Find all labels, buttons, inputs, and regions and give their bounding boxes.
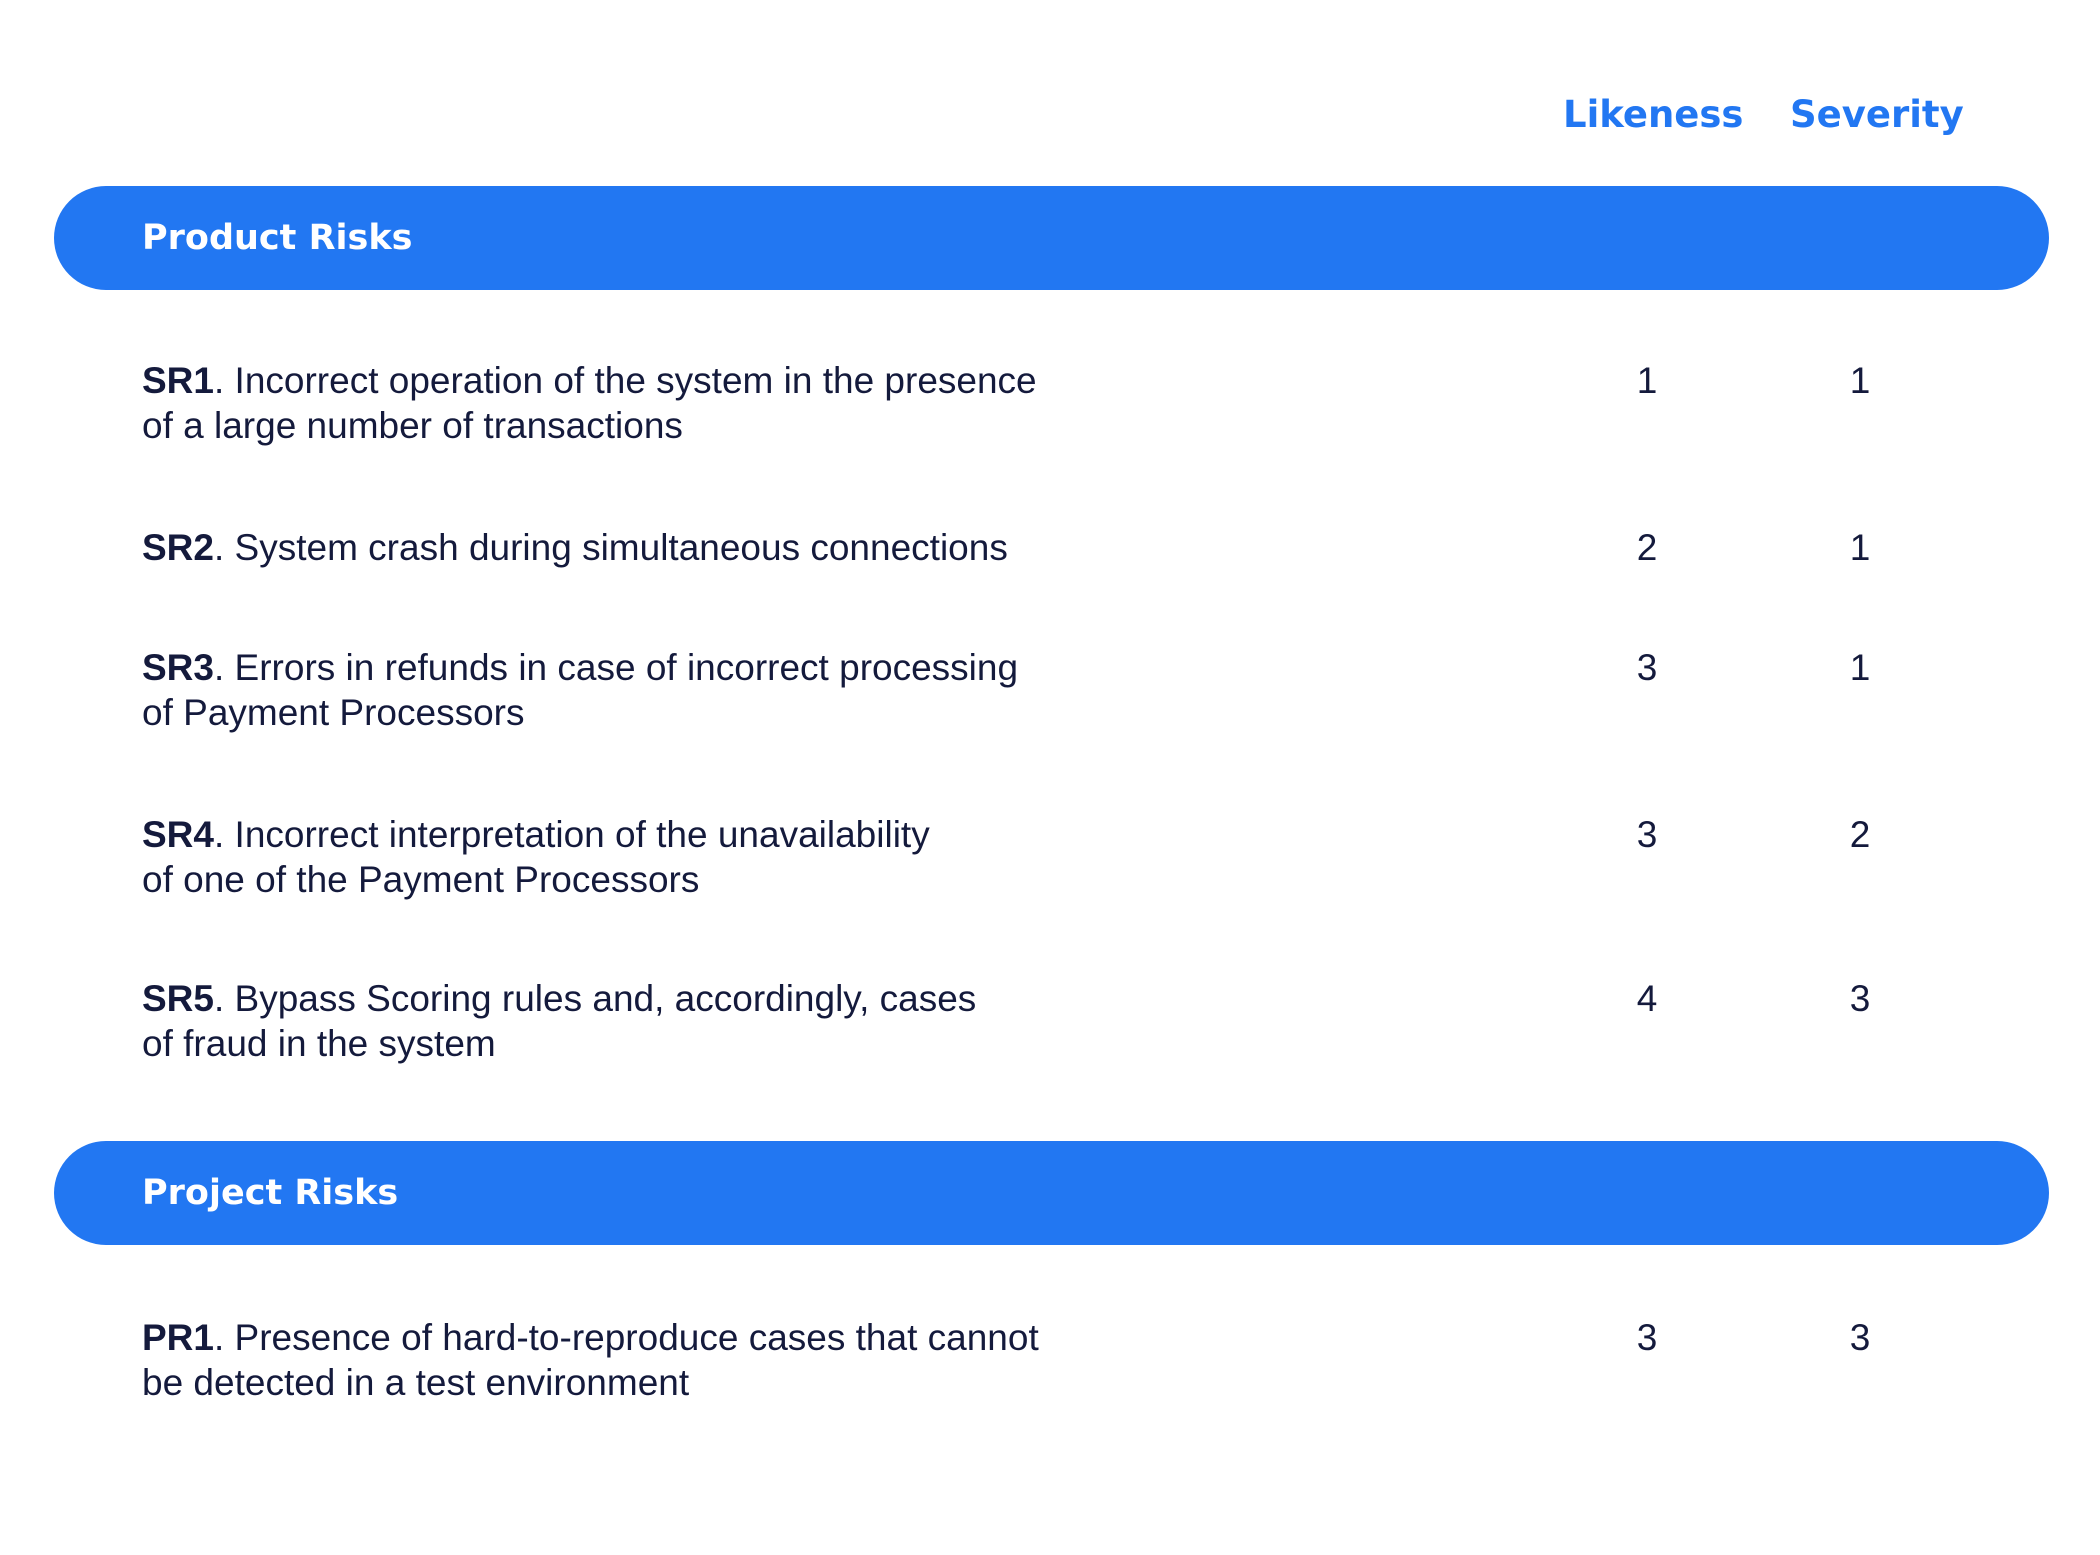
product-risks-title: Product Risks	[142, 218, 413, 258]
risk-description-line1: . Incorrect interpretation of the unavailability	[213, 814, 930, 855]
likeness-value: 2	[1636, 527, 1658, 568]
risk-description-line2: of Payment Processors	[142, 692, 525, 733]
severity-value: 1	[1849, 527, 1871, 568]
risk-code: SR1	[142, 360, 214, 401]
likeness-value: 1	[1636, 360, 1658, 401]
likeness-value: 3	[1636, 647, 1658, 688]
risk-code: SR2	[142, 527, 214, 568]
risk-code: PR1	[142, 1317, 214, 1358]
risk-description-line1: . System crash during simultaneous connections	[213, 527, 1008, 568]
risk-description-line1: . Incorrect operation of the system in the presence	[213, 360, 1037, 401]
severity-value: 1	[1849, 360, 1871, 401]
likeness-value: 4	[1636, 978, 1658, 1019]
severity-value: 3	[1849, 1317, 1871, 1358]
risk-description-line2: of fraud in the system	[142, 1023, 496, 1064]
risk-description	[142, 1315, 1142, 1405]
risk-code: SR5	[142, 978, 214, 1019]
likeness-value: 3	[1636, 814, 1658, 855]
risk-description-line2: of one of the Payment Processors	[142, 859, 700, 900]
risk-code: SR3	[142, 647, 214, 688]
risk-description	[142, 645, 1142, 735]
risk-description-line1: . Presence of hard-to-reproduce cases that cannot	[213, 1317, 1039, 1358]
severity-value: 1	[1849, 647, 1871, 688]
risk-description-line1: . Errors in refunds in case of incorrect processing	[213, 647, 1019, 688]
project-risks-section-header	[54, 1141, 2049, 1245]
risk-code: SR4	[142, 814, 214, 855]
risk-description	[142, 976, 1142, 1066]
risk-description	[142, 525, 1142, 570]
risk-description-line2: of a large number of transactions	[142, 405, 683, 446]
product-risks-section-header	[54, 186, 2049, 290]
risk-description	[142, 358, 1142, 448]
severity-column-header: Severity	[1790, 93, 1964, 136]
likeness-value: 3	[1636, 1317, 1658, 1358]
severity-value: 3	[1849, 978, 1871, 1019]
likeness-column-header: Likeness	[1563, 93, 1744, 136]
risk-description-line2: be detected in a test environment	[142, 1362, 690, 1403]
severity-value: 2	[1849, 814, 1871, 855]
risk-description	[142, 812, 1142, 902]
risk-description-line1: . Bypass Scoring rules and, accordingly, cases	[213, 978, 977, 1019]
project-risks-title: Project Risks	[142, 1173, 399, 1213]
